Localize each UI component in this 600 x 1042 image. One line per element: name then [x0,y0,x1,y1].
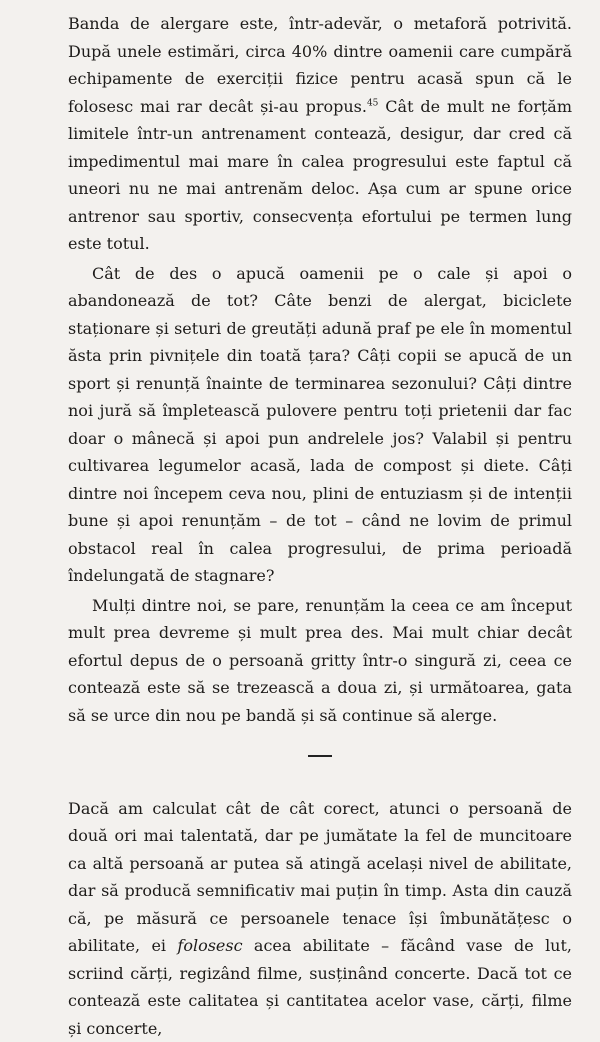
italic-emphasis: folosesc [177,936,242,955]
paragraph-1-text-a: Banda de alergare este, într-adevăr, o metaforă potrivită. După unele estimări, circa 40% dintre oamenii care cumpără echipamente de exerciții fizice pentru acasă spun că le folosesc mai rar decât și-au propus. [68,14,572,116]
paragraph-treadmill-metaphor [68,10,572,258]
footnote-reference: 45 [367,98,378,108]
paragraph-persistence: Mulți dintre noi, se pare, renunțăm la ceea ce am început mult prea devreme și mult prea des. Mai mult chiar decât efortul depus de o persoană gritty într-o singură zi, ceea ce contează este să se trezească a doua zi, și următoarea, gata să se urce din nou pe bandă și să continue să alerge. [68,592,572,730]
paragraph-4-text-b: acea abilitate – făcând vase de lut, scriind cărți, regizând filme, susținând concerte. Dacă tot ce contează este calitatea și cantitatea acelor vase, cărți, filme și concerte, [68,936,572,1038]
paragraph-4-text-a: Dacă am calculat cât de cât corect, atunci o persoană de două ori mai talentată, dar pe jumătate la fel de muncitoare ca altă persoană ar putea să atingă același nivel de abilitate, dar să producă semnificativ mai puțin în timp. Asta din cauză că, pe măsură ce persoanele tenace își îmbunătățesc o abilitate, ei [68,799,572,956]
paragraph-1-text-b: Cât de mult ne forțăm limitele într-un antrenament contează, desigur, dar cred că impedimentul mai mare în calea progresului este faptul că uneori nu ne mai antrenăm deloc. Așa cum ar spune orice antrenor sau sportiv, consecvența efortului pe termen lung este totul. [68,97,572,254]
paragraph-giving-up: Cât de des o apucă oamenii pe o cale și apoi o abandonează de tot? Câte benzi de alergat, biciclete staționare și seturi de greutăți adună praf pe ele în momentul ăsta prin pivnițele din toată țara? Câți copii se apucă de un sport și renunță înainte de terminarea sezonului? Câți dintre noi jură să împletească pulovere pentru toți prietenii dar fac doar o mânecă și apoi pun andrelele jos? Valabil și pentru cultivarea legumelor acasă, lada de compost și diete. Câți dintre noi începem ceva nou, plini de entuziasm și de intenții bune și apoi renunțăm – de tot – când ne lovim de primul obstacol real în calea progresului, de prima perioadă îndelungată de stagnare? [68,260,572,590]
paragraph-talent-effort [68,795,572,1042]
section-two [68,795,572,1042]
section-separator [308,755,332,757]
